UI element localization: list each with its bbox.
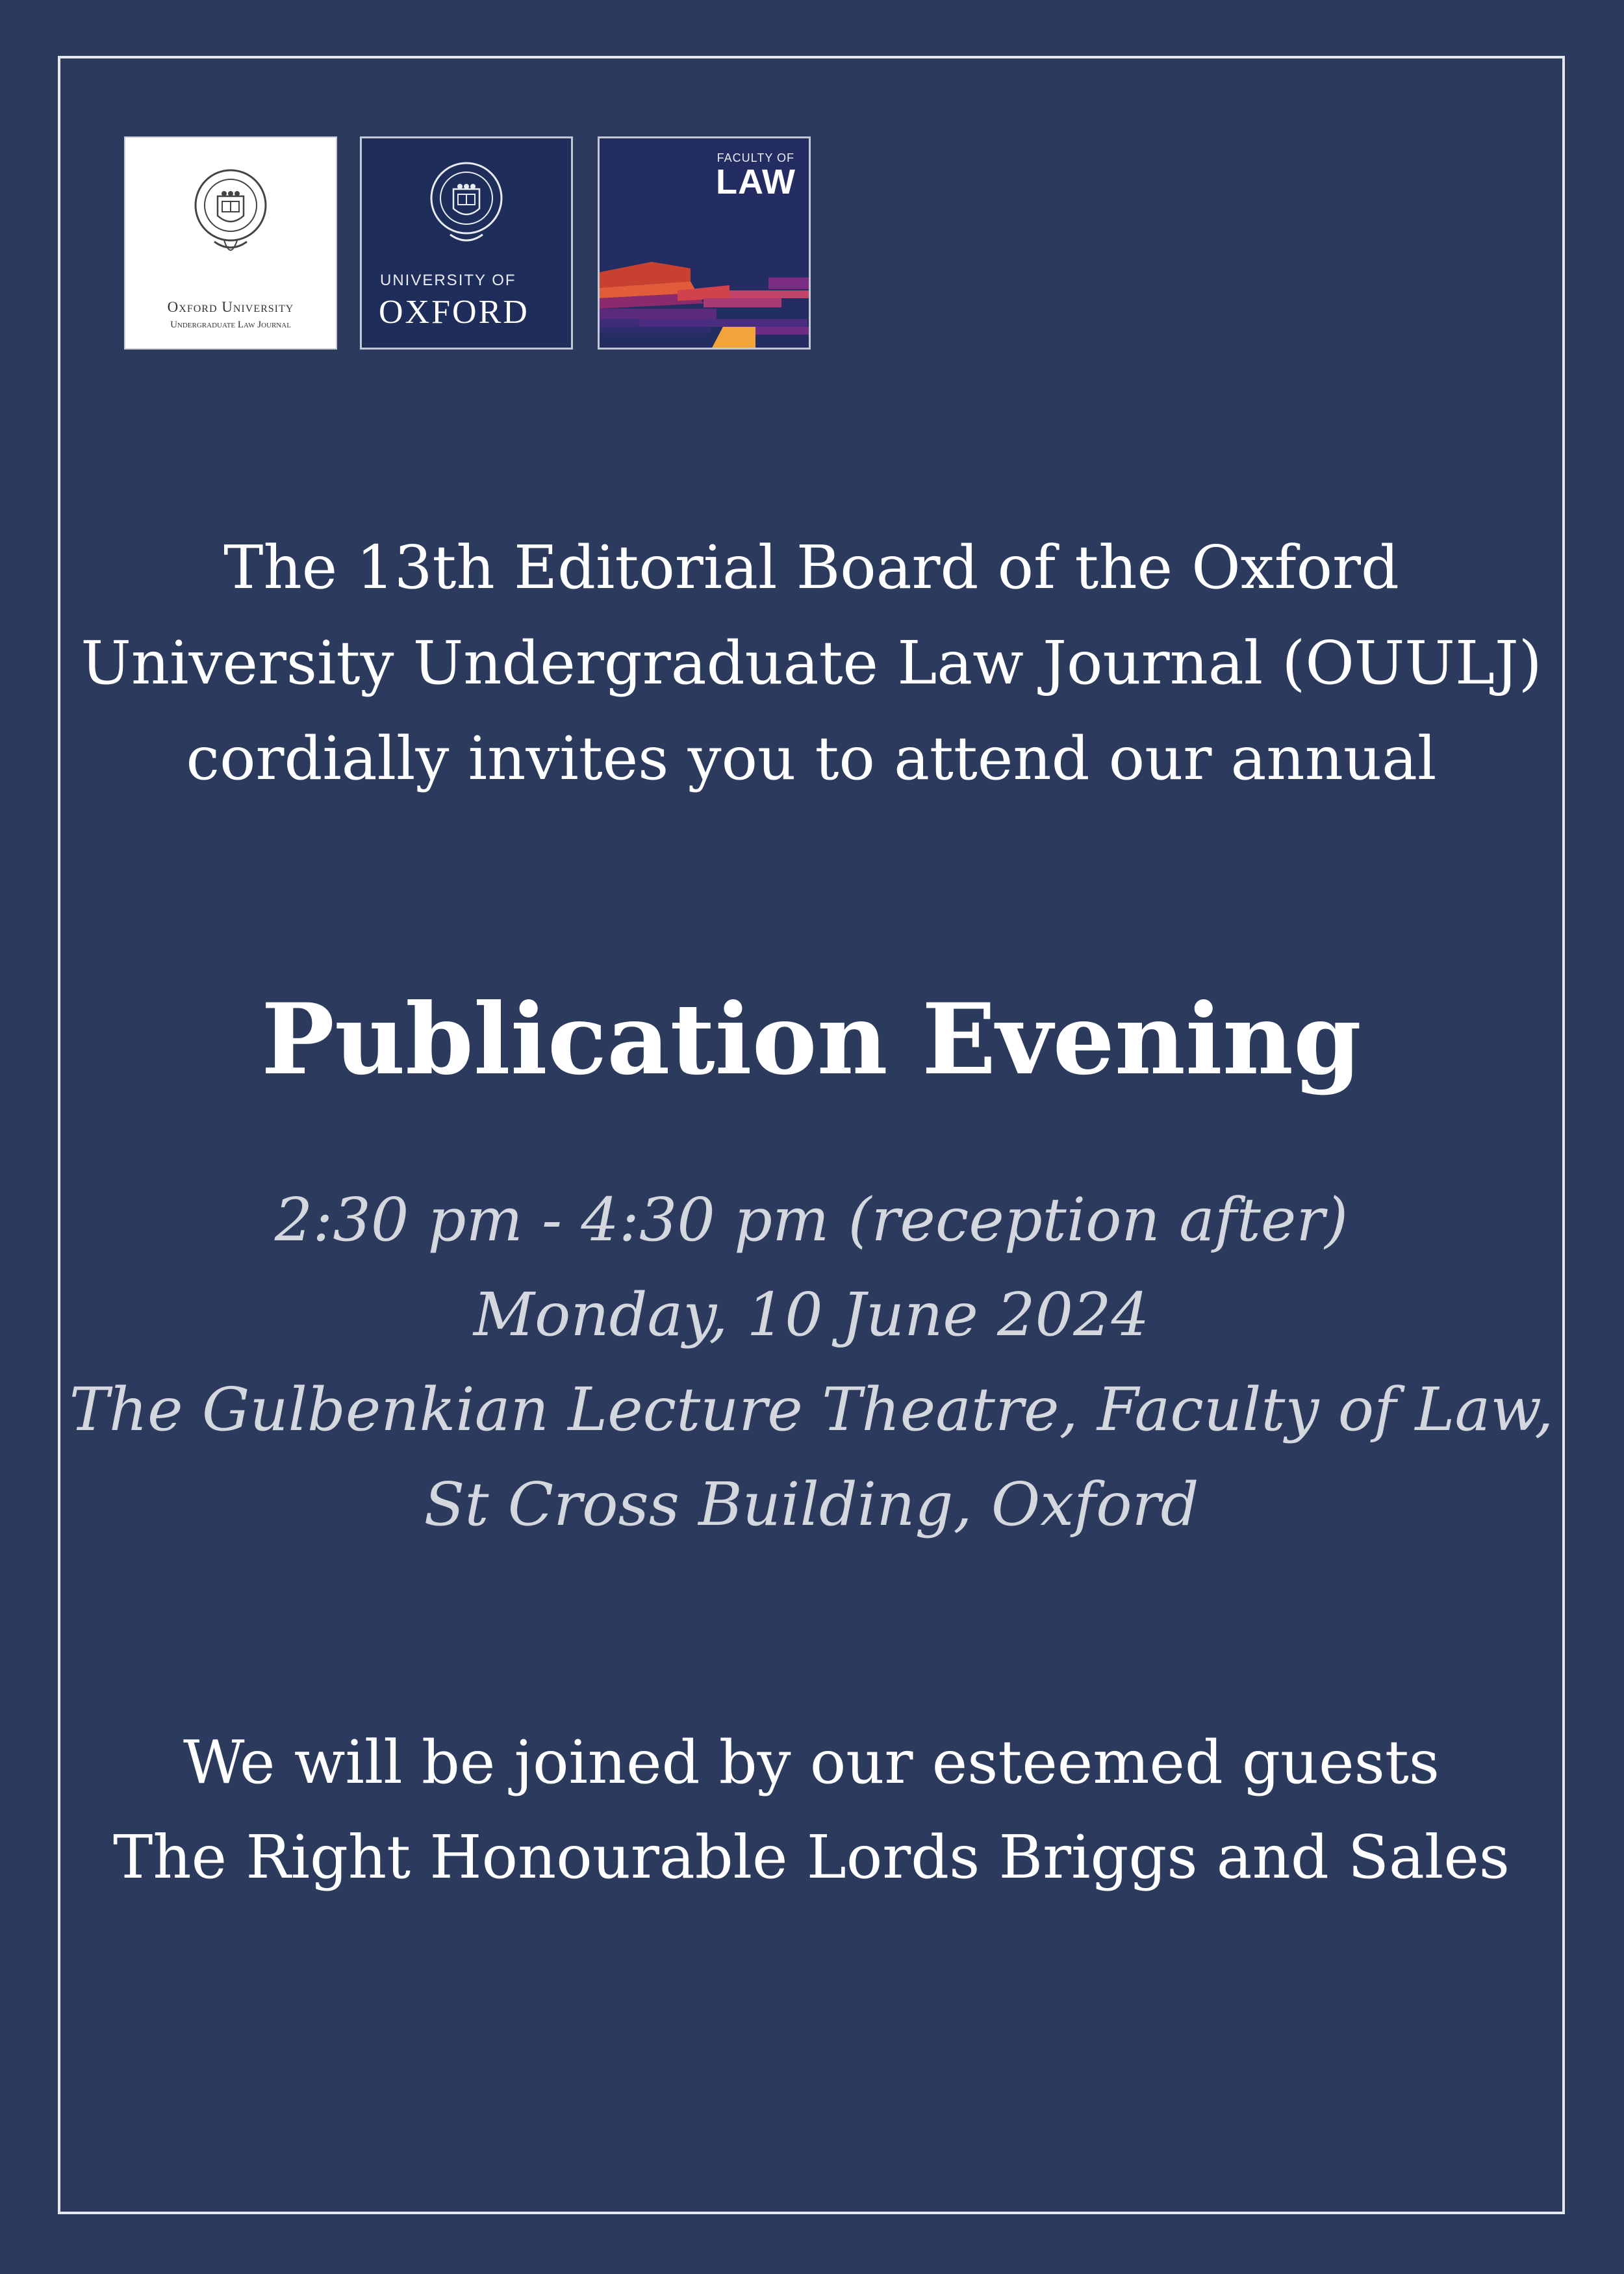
event-time: 2:30 pm - 4:30 pm (reception after)	[274, 1185, 1349, 1255]
event-venue-building: St Cross Building, Oxford	[424, 1470, 1199, 1539]
event-details	[58, 1173, 1565, 1552]
ouulj-logo	[124, 136, 337, 350]
law-logo-line2: LAW	[716, 162, 796, 201]
intro-line: The 13th Editorial Board of the Oxford	[223, 533, 1399, 602]
intro-line: University Undergraduate Law Journal (OUULJ)	[81, 628, 1542, 698]
ouulj-name-line2: Undergraduate Law Journal	[170, 320, 291, 330]
guests-note	[58, 1715, 1565, 1905]
invitation-intro	[58, 520, 1565, 806]
intro-line: cordially invites you to attend our annual	[186, 724, 1437, 793]
st-cross-building-icon	[600, 262, 809, 350]
law-logo-line1: FACULTY OF	[717, 151, 794, 164]
ouulj-name-line1: Oxford University	[167, 299, 294, 315]
guests-line: We will be joined by our esteemed guests	[183, 1728, 1440, 1797]
faculty-of-law-logo	[598, 136, 811, 350]
event-title: Publication Evening	[261, 982, 1362, 1097]
university-of-oxford-logo	[360, 136, 573, 350]
guests-line: The Right Honourable Lords Briggs and Sales	[113, 1822, 1510, 1892]
oxford-logo-line1: UNIVERSITY OF	[380, 272, 516, 289]
oxford-crest-icon	[421, 157, 512, 254]
oxford-logo-line2: OXFORD	[379, 294, 529, 331]
oxford-crest-icon	[188, 165, 273, 262]
event-date: Monday, 10 June 2024	[473, 1280, 1150, 1349]
event-venue: The Gulbenkian Lecture Theatre, Faculty of Law,	[69, 1375, 1554, 1444]
